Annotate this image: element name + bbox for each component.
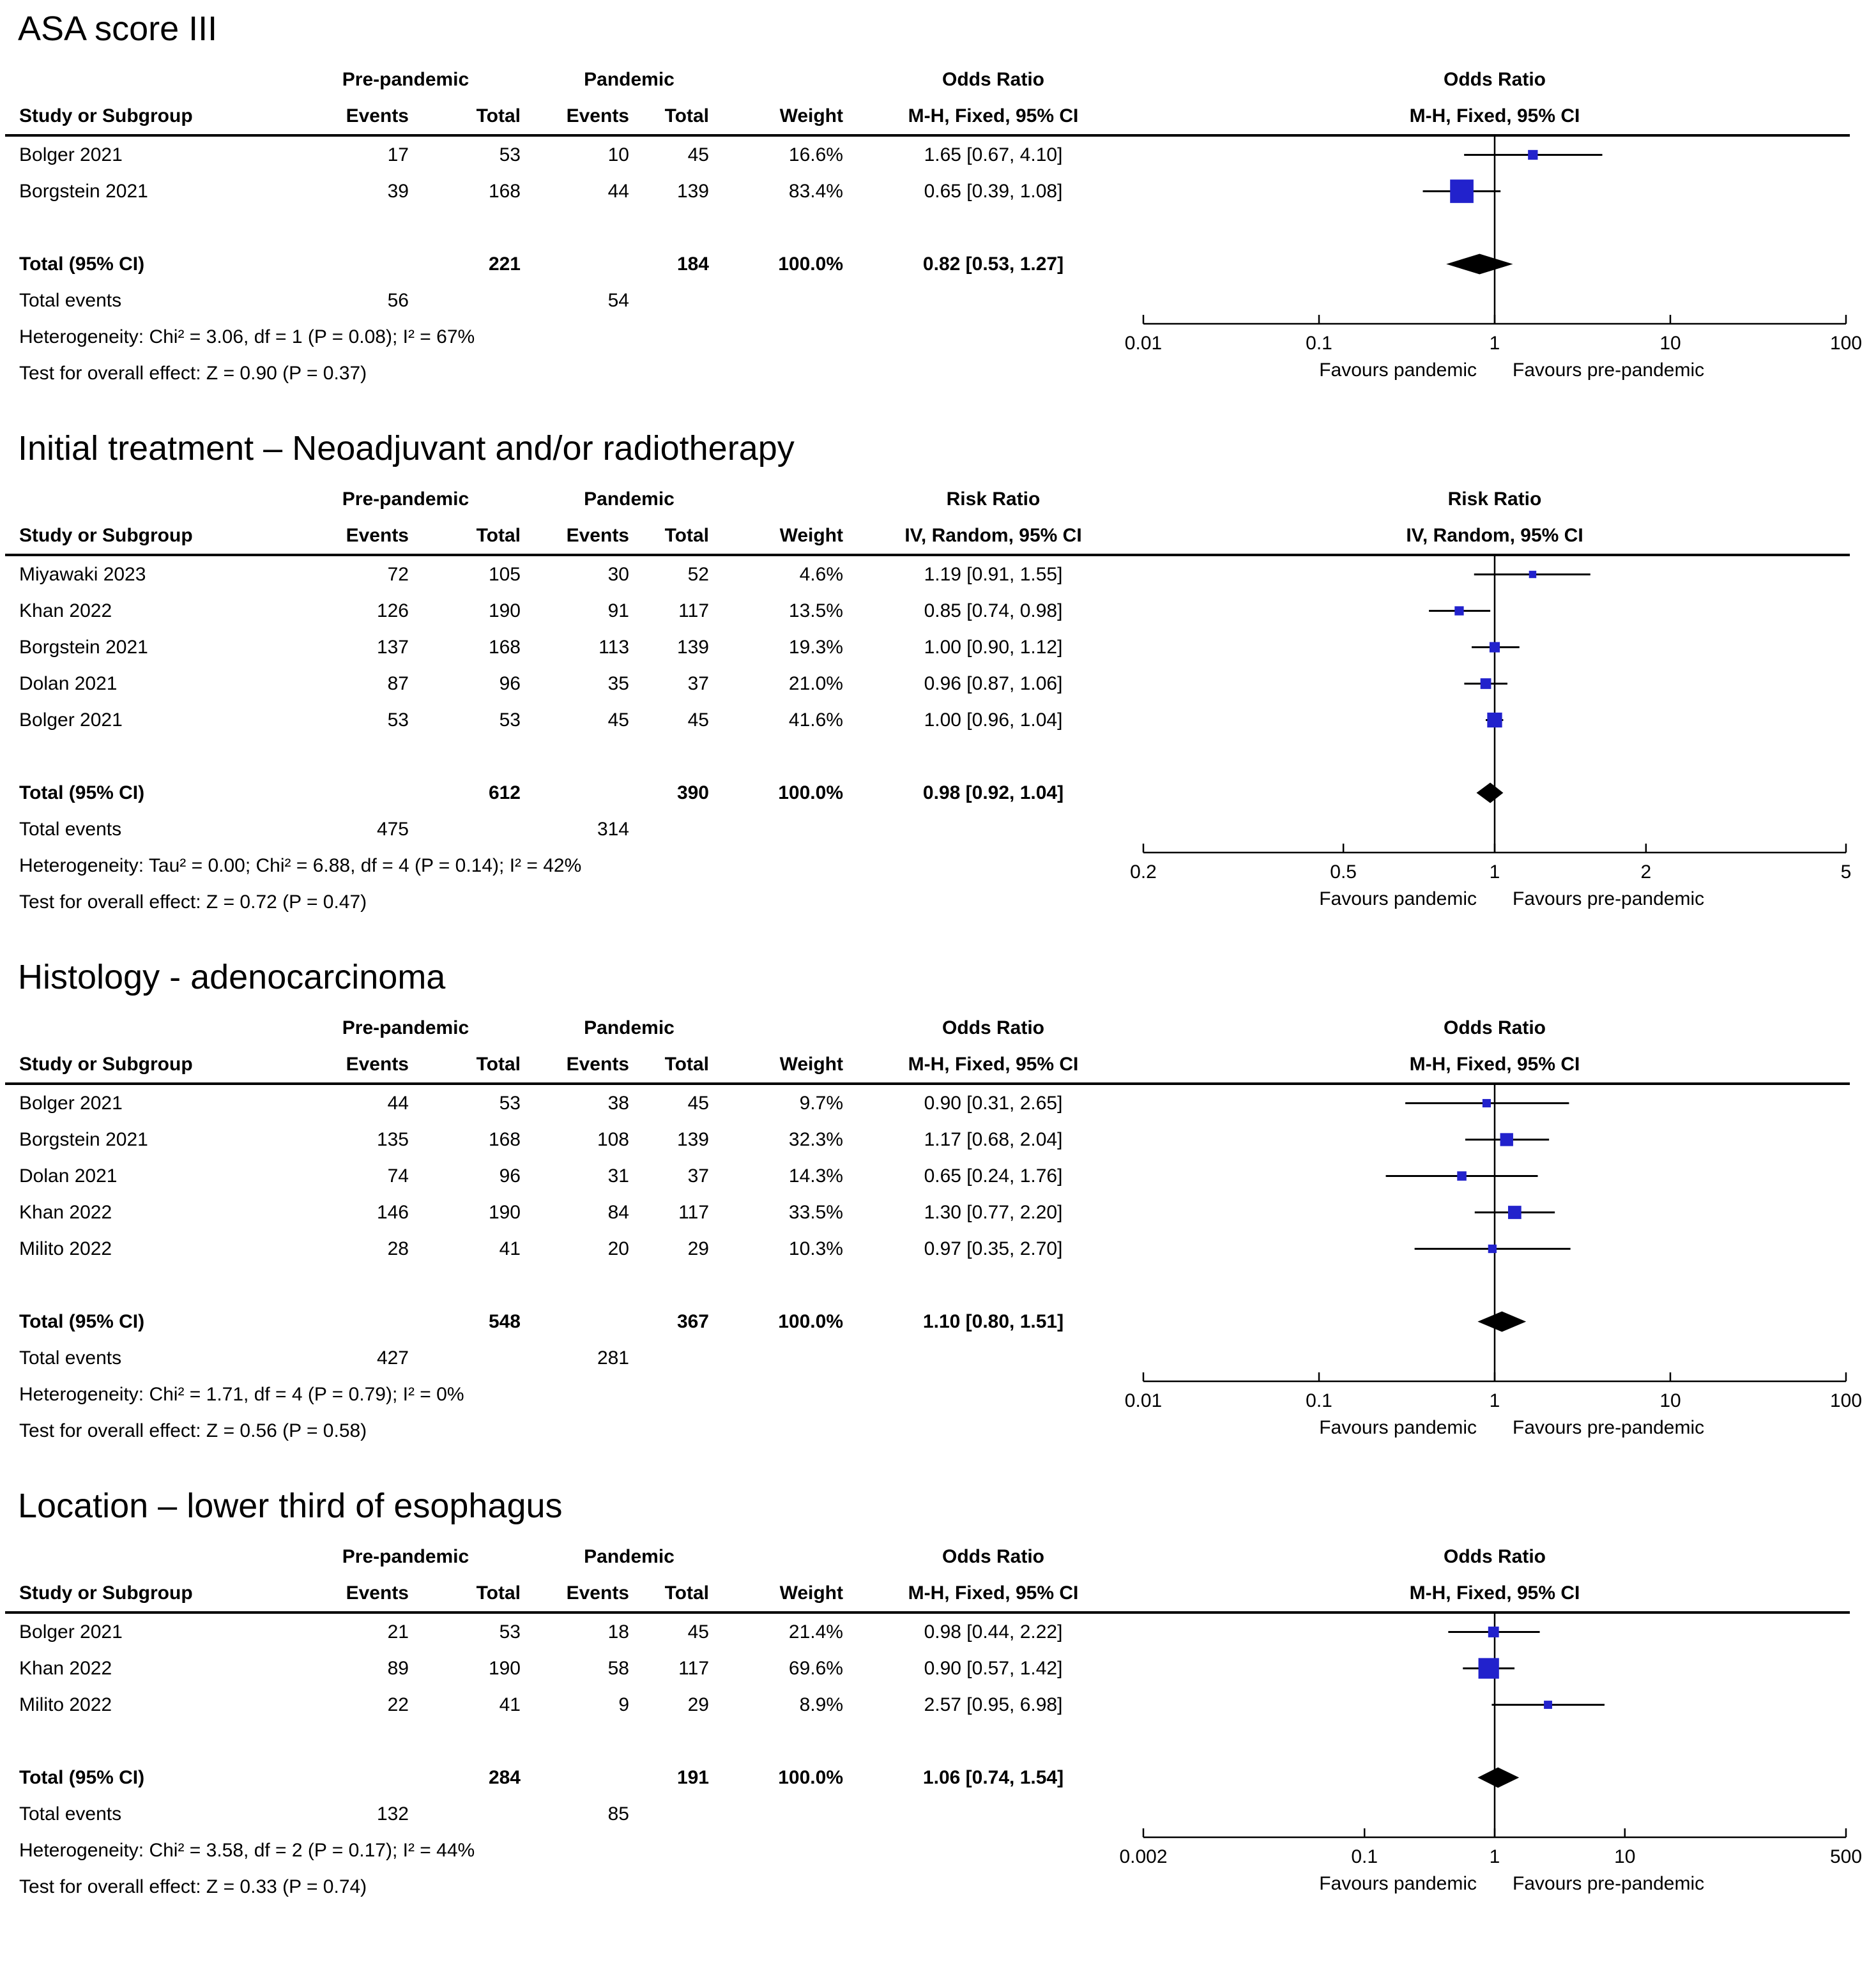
- plot-effect-measure-label: Odds Ratio: [1443, 1017, 1546, 1038]
- plot-effect-measure-label: Odds Ratio: [1443, 1546, 1546, 1567]
- events-pre: 28: [387, 1238, 409, 1259]
- events-pan: 38: [607, 1093, 629, 1114]
- total-row: [0, 775, 1859, 811]
- favours-left-label: Favours pandemic: [1319, 1417, 1477, 1438]
- total-pre: 41: [499, 1238, 521, 1259]
- total-weight: 100.0%: [778, 1767, 843, 1788]
- forest-grid: [0, 61, 1876, 391]
- study-name: Khan 2022: [19, 1202, 112, 1223]
- total-label: Total (95% CI): [19, 782, 145, 803]
- study-name: Miyawaki 2023: [19, 564, 146, 585]
- events-pan: 31: [607, 1165, 629, 1187]
- axis-tick-label: 1: [1489, 333, 1500, 354]
- ci-label: 0.98 [0.44, 2.22]: [924, 1621, 1063, 1643]
- overall-effect-row: [0, 1869, 1859, 1905]
- overall-effect-text: Test for overall effect: Z = 0.33 (P = 0.74): [19, 1876, 367, 1897]
- total-pre-sum: 221: [488, 254, 521, 275]
- events-pre: 135: [376, 1129, 409, 1150]
- heterogeneity-text: Heterogeneity: Tau² = 0.00; Chi² = 6.88, df = 4 (P = 0.14); I² = 42%: [19, 855, 582, 876]
- study-row: [0, 593, 1859, 629]
- weight: 19.3%: [788, 637, 843, 658]
- column-header-row: [0, 1046, 1859, 1082]
- study-name: Bolger 2021: [19, 1621, 123, 1643]
- study-row: [0, 702, 1859, 738]
- total-pan: 139: [676, 637, 709, 658]
- weight: 41.6%: [788, 709, 843, 731]
- effect-measure-label: Odds Ratio: [942, 1546, 1044, 1567]
- group-header-row: [0, 481, 1859, 517]
- favours-right-label: Favours pre-pandemic: [1513, 1873, 1705, 1894]
- col-header-ci: M-H, Fixed, 95% CI: [908, 105, 1079, 126]
- col-header-weight: Weight: [779, 525, 843, 546]
- ci-label: 2.57 [0.95, 6.98]: [924, 1694, 1063, 1715]
- axis-tick-label: 0.5: [1330, 861, 1357, 883]
- study-name: Khan 2022: [19, 1658, 112, 1679]
- heterogeneity-row: [0, 847, 1859, 884]
- total-events-row: [0, 282, 1859, 319]
- events-pre: 137: [376, 637, 409, 658]
- total-pan: 117: [678, 1202, 709, 1223]
- column-header-row: [0, 1575, 1859, 1611]
- col-header-total-pre: Total: [476, 1054, 521, 1075]
- weight: 14.3%: [788, 1165, 843, 1187]
- column-header-row: [0, 517, 1859, 554]
- forest-panel: [0, 1486, 1876, 1905]
- events-pre: 89: [387, 1658, 409, 1679]
- total-pre: 105: [488, 564, 521, 585]
- axis-tick-label: 0.1: [1306, 1390, 1332, 1411]
- study-row: [0, 556, 1859, 593]
- col-header-weight: Weight: [779, 1054, 843, 1075]
- col-header-events-pre: Events: [346, 525, 409, 546]
- total-pre: 53: [499, 144, 521, 165]
- col-header-events-pre: Events: [346, 1054, 409, 1075]
- axis-tick-label: 0.1: [1351, 1846, 1378, 1867]
- group-header-pandemic: Pandemic: [584, 69, 675, 90]
- total-pan: 45: [687, 1093, 709, 1114]
- favours-right-label: Favours pre-pandemic: [1513, 360, 1705, 381]
- axis-tick-label: 0.01: [1124, 1390, 1163, 1411]
- ci-label: 0.85 [0.74, 0.98]: [924, 600, 1063, 621]
- forest-panel: [0, 429, 1876, 920]
- study-name: Borgstein 2021: [19, 1129, 148, 1150]
- weight: 21.4%: [788, 1621, 843, 1643]
- overall-effect-text: Test for overall effect: Z = 0.56 (P = 0.58): [19, 1420, 367, 1441]
- col-header-study: Study or Subgroup: [19, 105, 193, 126]
- weight: 13.5%: [788, 600, 843, 621]
- total-pan-sum: 191: [676, 1767, 709, 1788]
- total-label: Total (95% CI): [19, 1767, 145, 1788]
- total-pan: 52: [687, 564, 709, 585]
- total-pre: 190: [488, 600, 521, 621]
- col-header-events-pre: Events: [346, 1582, 409, 1604]
- events-pre: 39: [387, 181, 409, 202]
- total-events-row: [0, 1340, 1859, 1376]
- total-events-pre: 132: [376, 1803, 409, 1825]
- events-pan: 91: [607, 600, 629, 621]
- weight: 69.6%: [788, 1658, 843, 1679]
- study-name: Milito 2022: [19, 1238, 112, 1259]
- total-pan-sum: 367: [676, 1311, 709, 1332]
- total-pan: 45: [687, 144, 709, 165]
- events-pre: 74: [387, 1165, 409, 1187]
- events-pre: 53: [387, 709, 409, 731]
- total-pre: 190: [488, 1202, 521, 1223]
- col-header-total-pre: Total: [476, 1582, 521, 1604]
- group-header-pandemic: Pandemic: [584, 489, 675, 510]
- total-events-label: Total events: [19, 1347, 122, 1369]
- axis-tick-label: 2: [1640, 861, 1652, 883]
- total-events-pan: 314: [597, 819, 629, 840]
- study-name: Bolger 2021: [19, 1093, 123, 1114]
- events-pan: 113: [599, 637, 629, 658]
- axis-tick-label: 0.2: [1130, 861, 1157, 883]
- total-pre: 168: [488, 637, 521, 658]
- events-pan: 44: [607, 181, 629, 202]
- total-events-pre: 56: [387, 290, 409, 311]
- forest-grid: [0, 481, 1876, 920]
- study-name: Bolger 2021: [19, 709, 123, 731]
- total-pre: 41: [499, 1694, 521, 1715]
- group-header-pre-pandemic: Pre-pandemic: [342, 1017, 469, 1038]
- ci-label: 1.30 [0.77, 2.20]: [924, 1202, 1063, 1223]
- events-pan: 10: [607, 144, 629, 165]
- axis-tick-label: 1: [1489, 1390, 1500, 1411]
- col-header-total-pre: Total: [476, 105, 521, 126]
- col-header-total-pan: Total: [664, 105, 709, 126]
- favours-left-label: Favours pandemic: [1319, 360, 1477, 381]
- total-pan: 29: [687, 1238, 709, 1259]
- col-header-total-pan: Total: [664, 1054, 709, 1075]
- events-pre: 146: [376, 1202, 409, 1223]
- col-header-events-pan: Events: [566, 1054, 629, 1075]
- favours-right-label: Favours pre-pandemic: [1513, 1417, 1705, 1438]
- plot-method-label: IV, Random, 95% CI: [1406, 525, 1583, 546]
- study-row: [0, 1121, 1859, 1158]
- ci-label: 1.19 [0.91, 1.55]: [924, 564, 1063, 585]
- events-pre: 87: [387, 673, 409, 694]
- group-header-pre-pandemic: Pre-pandemic: [342, 489, 469, 510]
- total-events-row: [0, 1796, 1859, 1832]
- total-ci-label: 1.06 [0.74, 1.54]: [922, 1767, 1064, 1788]
- events-pre: 22: [387, 1694, 409, 1715]
- events-pan: 30: [607, 564, 629, 585]
- weight: 9.7%: [799, 1093, 843, 1114]
- study-row: [0, 1158, 1859, 1194]
- panel-title: Histology - adenocarcinoma: [18, 958, 446, 996]
- col-header-weight: Weight: [779, 105, 843, 126]
- col-header-ci: M-H, Fixed, 95% CI: [908, 1054, 1079, 1075]
- study-name: Borgstein 2021: [19, 637, 148, 658]
- effect-measure-label: Odds Ratio: [942, 1017, 1044, 1038]
- axis-tick-label: 0.1: [1306, 333, 1332, 354]
- forest-panel: [0, 9, 1876, 391]
- events-pan: 58: [607, 1658, 629, 1679]
- study-name: Borgstein 2021: [19, 181, 148, 202]
- group-header-row: [0, 1538, 1859, 1575]
- group-header-pandemic: Pandemic: [584, 1017, 675, 1038]
- study-name: Dolan 2021: [19, 673, 118, 694]
- study-row: [0, 137, 1859, 173]
- total-label: Total (95% CI): [19, 1311, 145, 1332]
- col-header-study: Study or Subgroup: [19, 1582, 193, 1604]
- weight: 32.3%: [788, 1129, 843, 1150]
- events-pan: 108: [597, 1129, 629, 1150]
- heterogeneity-text: Heterogeneity: Chi² = 3.58, df = 2 (P = 0.17); I² = 44%: [19, 1840, 475, 1861]
- col-header-total-pan: Total: [664, 525, 709, 546]
- total-pre: 168: [488, 1129, 521, 1150]
- axis-tick-label: 100: [1829, 333, 1863, 354]
- favours-right-label: Favours pre-pandemic: [1513, 888, 1705, 909]
- total-pan: 29: [687, 1694, 709, 1715]
- favours-left-label: Favours pandemic: [1319, 1873, 1477, 1894]
- weight: 8.9%: [799, 1694, 843, 1715]
- total-events-label: Total events: [19, 290, 122, 311]
- total-pan: 45: [687, 1621, 709, 1643]
- axis-tick-label: 100: [1829, 1390, 1863, 1411]
- total-row: [0, 1759, 1859, 1796]
- panel-title: Initial treatment – Neoadjuvant and/or radiotherapy: [18, 429, 795, 467]
- favours-left-label: Favours pandemic: [1319, 888, 1477, 909]
- events-pan: 20: [607, 1238, 629, 1259]
- events-pre: 17: [387, 144, 409, 165]
- total-pre: 96: [499, 1165, 521, 1187]
- study-row: [0, 1194, 1859, 1231]
- col-header-study: Study or Subgroup: [19, 525, 193, 546]
- study-row: [0, 665, 1859, 702]
- overall-effect-text: Test for overall effect: Z = 0.90 (P = 0.37): [19, 363, 367, 384]
- events-pre: 126: [376, 600, 409, 621]
- ci-label: 0.65 [0.24, 1.76]: [924, 1165, 1063, 1187]
- ci-label: 1.17 [0.68, 2.04]: [924, 1129, 1063, 1150]
- ci-label: 1.00 [0.96, 1.04]: [924, 709, 1063, 731]
- study-row: [0, 1650, 1859, 1687]
- study-name: Khan 2022: [19, 600, 112, 621]
- column-header-row: [0, 98, 1859, 134]
- total-pre: 53: [499, 1093, 521, 1114]
- weight: 83.4%: [788, 181, 843, 202]
- col-header-events-pan: Events: [566, 1582, 629, 1604]
- ci-label: 1.65 [0.67, 4.10]: [924, 144, 1063, 165]
- group-header-row: [0, 61, 1859, 98]
- axis-tick-label: 10: [1659, 333, 1681, 354]
- overall-effect-row: [0, 355, 1859, 391]
- events-pre: 21: [387, 1621, 409, 1643]
- weight: 21.0%: [788, 673, 843, 694]
- col-header-total-pre: Total: [476, 525, 521, 546]
- total-events-row: [0, 811, 1859, 847]
- total-pre-sum: 548: [488, 1311, 521, 1332]
- forest-grid: [0, 1010, 1876, 1449]
- col-header-study: Study or Subgroup: [19, 1054, 193, 1075]
- total-pan: 117: [678, 1658, 709, 1679]
- study-name: Milito 2022: [19, 1694, 112, 1715]
- plot-effect-measure-label: Risk Ratio: [1447, 489, 1542, 510]
- events-pan: 9: [618, 1694, 629, 1715]
- study-row: [0, 629, 1859, 665]
- total-pre-sum: 284: [488, 1767, 521, 1788]
- overall-effect-row: [0, 1413, 1859, 1449]
- study-name: Bolger 2021: [19, 144, 123, 165]
- group-header-row: [0, 1010, 1859, 1046]
- events-pan: 45: [607, 709, 629, 731]
- group-header-pandemic: Pandemic: [584, 1546, 675, 1567]
- effect-measure-label: Odds Ratio: [942, 69, 1044, 90]
- weight: 33.5%: [788, 1202, 843, 1223]
- axis-tick-label: 1: [1489, 1846, 1500, 1867]
- axis-tick-label: 0.01: [1124, 333, 1163, 354]
- study-row: [0, 173, 1859, 209]
- total-events-pan: 85: [607, 1803, 629, 1825]
- total-label: Total (95% CI): [19, 254, 145, 275]
- axis-tick-label: 10: [1659, 1390, 1681, 1411]
- heterogeneity-row: [0, 319, 1859, 355]
- total-events-pre: 475: [376, 819, 409, 840]
- forest-grid: [0, 1538, 1876, 1905]
- overall-effect-row: [0, 884, 1859, 920]
- events-pan: 84: [607, 1202, 629, 1223]
- study-row: [0, 1085, 1859, 1121]
- plot-method-label: M-H, Fixed, 95% CI: [1409, 1582, 1580, 1604]
- total-pan: 139: [676, 1129, 709, 1150]
- total-pre: 96: [499, 673, 521, 694]
- ci-label: 1.00 [0.90, 1.12]: [924, 637, 1063, 658]
- total-ci-label: 0.82 [0.53, 1.27]: [922, 254, 1064, 275]
- ci-label: 0.97 [0.35, 2.70]: [924, 1238, 1063, 1259]
- ci-label: 0.90 [0.31, 2.65]: [924, 1093, 1063, 1114]
- heterogeneity-row: [0, 1376, 1859, 1413]
- col-header-ci: IV, Random, 95% CI: [904, 525, 1082, 546]
- col-header-events-pan: Events: [566, 525, 629, 546]
- total-events-label: Total events: [19, 1803, 122, 1825]
- col-header-ci: M-H, Fixed, 95% CI: [908, 1582, 1079, 1604]
- total-weight: 100.0%: [778, 1311, 843, 1332]
- total-pre-sum: 612: [488, 782, 521, 803]
- total-pre: 168: [488, 181, 521, 202]
- weight: 10.3%: [788, 1238, 843, 1259]
- study-row: [0, 1231, 1859, 1267]
- axis-tick-label: 1: [1489, 861, 1500, 883]
- events-pan: 18: [607, 1621, 629, 1643]
- events-pre: 72: [387, 564, 409, 585]
- panel-title: ASA score III: [18, 10, 218, 48]
- total-events-pan: 281: [597, 1347, 629, 1369]
- study-name: Dolan 2021: [19, 1165, 118, 1187]
- plot-effect-measure-label: Odds Ratio: [1443, 69, 1546, 90]
- total-pan-sum: 184: [676, 254, 709, 275]
- total-row: [0, 246, 1859, 282]
- total-pan: 37: [687, 673, 709, 694]
- group-header-pre-pandemic: Pre-pandemic: [342, 69, 469, 90]
- axis-tick-label: 5: [1840, 861, 1852, 883]
- heterogeneity-text: Heterogeneity: Chi² = 3.06, df = 1 (P = 0.08); I² = 67%: [19, 326, 475, 347]
- plot-method-label: M-H, Fixed, 95% CI: [1409, 1054, 1580, 1075]
- heterogeneity-text: Heterogeneity: Chi² = 1.71, df = 4 (P = 0.79); I² = 0%: [19, 1384, 464, 1405]
- panel-title: Location – lower third of esophagus: [18, 1487, 563, 1525]
- ci-label: 0.96 [0.87, 1.06]: [924, 673, 1063, 694]
- total-pan: 45: [687, 709, 709, 731]
- weight: 4.6%: [799, 564, 843, 585]
- ci-label: 0.65 [0.39, 1.08]: [924, 181, 1063, 202]
- forest-panel: [0, 957, 1876, 1449]
- study-row: [0, 1687, 1859, 1723]
- axis-tick-label: 500: [1829, 1846, 1863, 1867]
- total-pan: 139: [676, 181, 709, 202]
- total-ci-label: 0.98 [0.92, 1.04]: [922, 782, 1064, 803]
- total-pan: 117: [678, 600, 709, 621]
- study-row: [0, 1614, 1859, 1650]
- events-pre: 44: [387, 1093, 409, 1114]
- total-events-pan: 54: [607, 290, 629, 311]
- total-ci-label: 1.10 [0.80, 1.51]: [922, 1311, 1064, 1332]
- plot-method-label: M-H, Fixed, 95% CI: [1409, 105, 1580, 126]
- col-header-weight: Weight: [779, 1582, 843, 1604]
- total-pan-sum: 390: [676, 782, 709, 803]
- ci-label: 0.90 [0.57, 1.42]: [924, 1658, 1063, 1679]
- total-weight: 100.0%: [778, 254, 843, 275]
- axis-tick-label: 0.002: [1119, 1846, 1168, 1867]
- total-pan: 37: [687, 1165, 709, 1187]
- heterogeneity-row: [0, 1832, 1859, 1869]
- total-pre: 53: [499, 1621, 521, 1643]
- col-header-events-pan: Events: [566, 105, 629, 126]
- effect-measure-label: Risk Ratio: [946, 489, 1041, 510]
- total-events-pre: 427: [376, 1347, 409, 1369]
- total-weight: 100.0%: [778, 782, 843, 803]
- axis-tick-label: 10: [1614, 1846, 1636, 1867]
- col-header-total-pan: Total: [664, 1582, 709, 1604]
- total-row: [0, 1303, 1859, 1340]
- total-pre: 53: [499, 709, 521, 731]
- overall-effect-text: Test for overall effect: Z = 0.72 (P = 0.47): [19, 892, 367, 913]
- weight: 16.6%: [788, 144, 843, 165]
- total-pre: 190: [488, 1658, 521, 1679]
- col-header-events-pre: Events: [346, 105, 409, 126]
- group-header-pre-pandemic: Pre-pandemic: [342, 1546, 469, 1567]
- total-events-label: Total events: [19, 819, 122, 840]
- events-pan: 35: [607, 673, 629, 694]
